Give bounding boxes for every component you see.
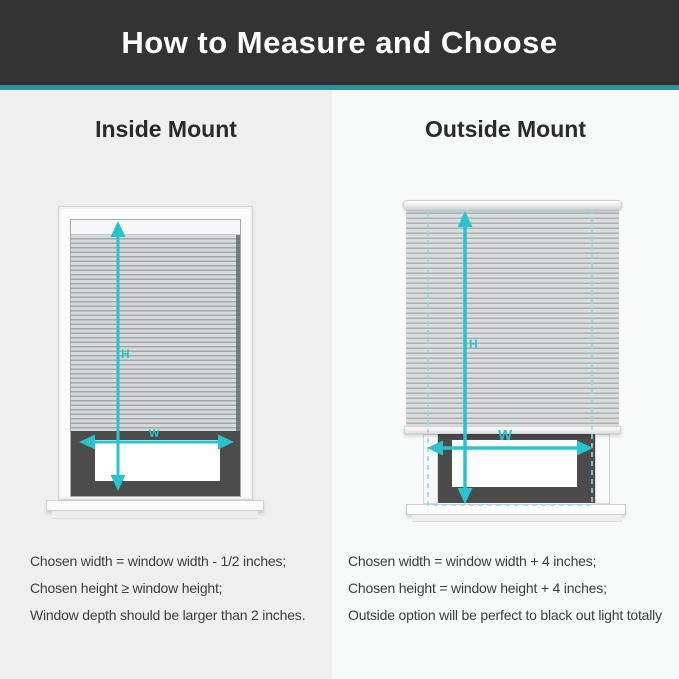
outside-window-frame-right [595,434,610,504]
inside-shade-edge-shadow [236,235,240,431]
inside-window-sill-ledge [52,511,258,519]
inside-shade-headrail [71,220,240,235]
outside-window-sill [406,504,626,515]
note-line: Chosen width = window width + 4 inches; [348,553,597,569]
note-line: Window depth should be larger than 2 inches. [30,607,306,623]
inside-mount-title: Inside Mount [95,116,237,142]
inside-window-recess [71,431,240,496]
outside-mount-panel [332,90,679,679]
outside-width-label: W [498,427,513,444]
inside-window-frame [58,206,253,500]
note-line: Chosen height ≥ window height; [30,580,223,596]
inside-height-label: H [121,347,130,361]
outside-window-sill-ledge [412,515,622,522]
outside-mount-notes [348,548,662,629]
inside-window-glass [95,440,220,481]
outside-window-glass [452,440,577,487]
outside-mount-title: Outside Mount [425,116,586,142]
page-title: How to Measure and Choose [121,24,558,60]
outside-window-recess [438,434,595,503]
outside-height-label: H [469,337,478,351]
content [0,90,679,679]
inside-window-opening [70,219,241,497]
note-line: Chosen width = window width - 1/2 inches; [30,553,286,569]
inside-cellular-shade [71,235,240,431]
outside-window-frame-left [423,434,438,504]
inside-mount-panel [0,90,332,679]
outside-shade-headrail [403,200,622,210]
inside-mount-notes [30,548,305,629]
outside-shade-bottom-rail [404,426,621,434]
inside-width-label: W [149,428,160,440]
header [0,0,679,85]
note-line: Outside option will be perfect to black out light totally [348,607,662,623]
note-line: Chosen height = window height + 4 inches; [348,580,607,596]
inside-window-sill [46,500,264,511]
outside-cellular-shade [406,209,619,426]
